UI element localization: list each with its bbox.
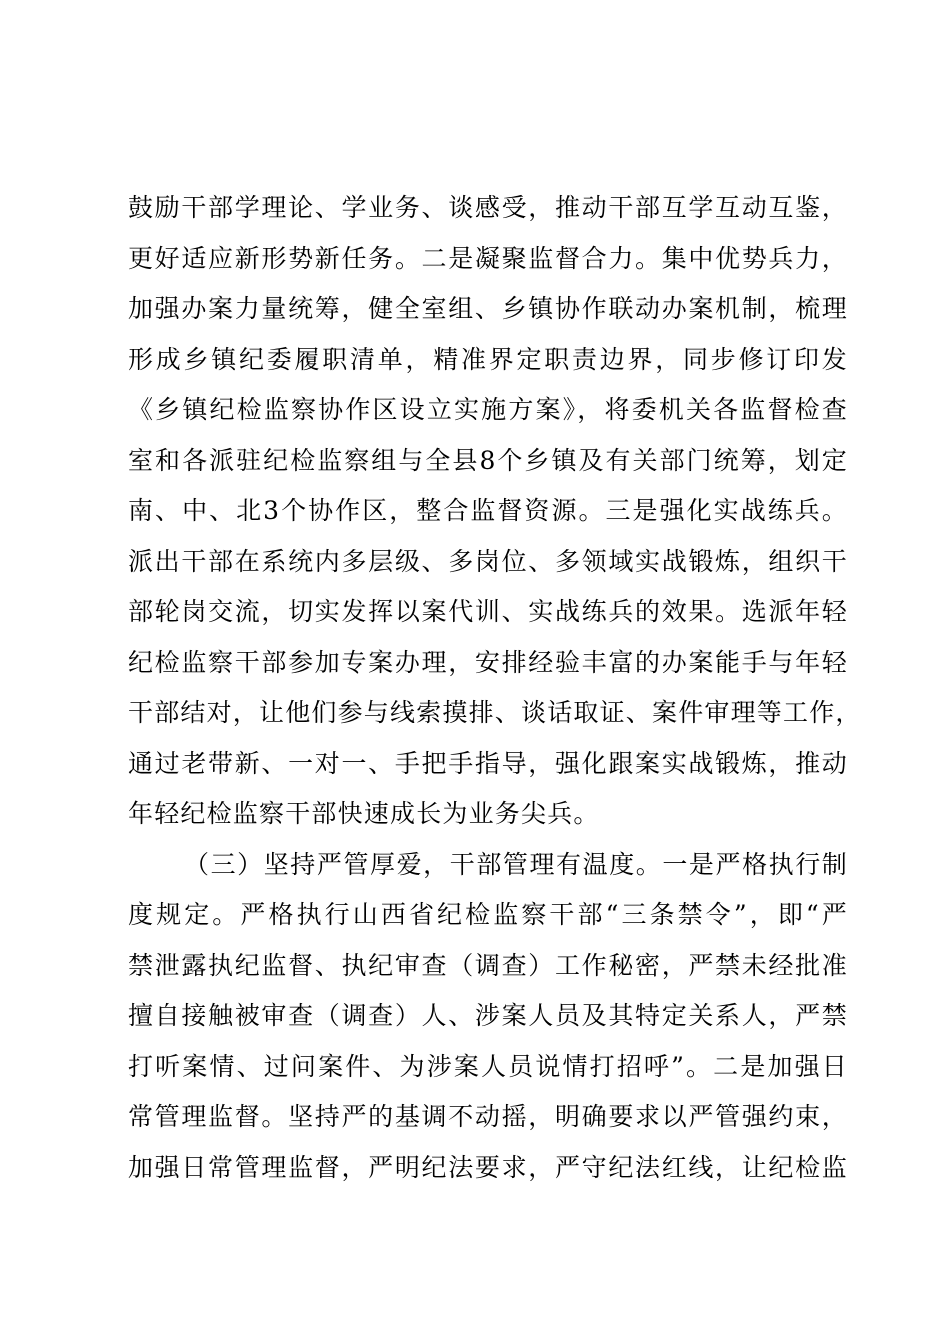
text-line-14: （三）坚持严管厚爱，干部管理有温度。一是严格执行制	[184, 849, 848, 879]
text-line-11: 干部结对，让他们参与线索摸排、谈话取证、案件审理等工作，	[128, 698, 862, 727]
text-line-5: 《乡镇纪检监察协作区设立实施方案》，将委机关各监督检查	[128, 395, 848, 424]
document-body	[128, 183, 862, 1193]
text-line-20: 加强日常管理监督，严明纪法要求，严守纪法红线，让纪检监	[128, 1152, 848, 1182]
text-line-12: 通过老带新、一对一、手把手指导，强化跟案实战锻炼，推动	[128, 748, 848, 778]
text-line-16: 禁泄露执纪监督、执纪审查（调查）工作秘密，严禁未经批准	[128, 950, 848, 980]
text-line-7: 南、中、北3个协作区，整合监督资源。三是强化实战练兵。	[128, 496, 848, 525]
text-line-6: 室和各派驻纪检监察组与全县8个乡镇及有关部门统筹，划定	[128, 445, 848, 475]
text-line-2: 更好适应新形势新任务。二是凝聚监督合力。集中优势兵力，	[128, 243, 848, 273]
text-line-19: 常管理监督。坚持严的基调不动摇，明确要求以严管强约束，	[128, 1102, 848, 1131]
text-line-18: 打听案情、过问案件、为涉案人员说情打招呼”。二是加强日	[128, 1051, 848, 1081]
text-line-17: 擅自接触被审查（调查）人、涉案人员及其特定关系人，严禁	[128, 1001, 848, 1030]
text-line-9: 部轮岗交流，切实发挥以案代训、实战练兵的效果。选派年轻	[128, 597, 848, 626]
text-line-10: 纪检监察干部参加专案办理，安排经验丰富的办案能手与年轻	[128, 647, 848, 677]
text-line-13: 年轻纪检监察干部快速成长为业务尖兵。	[128, 799, 600, 828]
text-line-4: 形成乡镇纪委履职清单，精准界定职责边界，同步修订印发	[128, 344, 848, 374]
text-line-15: 度规定。严格执行山西省纪检监察干部“三条禁令”，即“严	[128, 900, 848, 929]
text-line-8: 派出干部在系统内多层级、多岗位、多领域实战锻炼，组织干	[128, 546, 848, 576]
text-line-3: 加强办案力量统筹，健全室组、乡镇协作联动办案机制，梳理	[128, 294, 848, 323]
text-line-1: 鼓励干部学理论、学业务、谈感受，推动干部互学互动互鉴，	[128, 193, 848, 222]
